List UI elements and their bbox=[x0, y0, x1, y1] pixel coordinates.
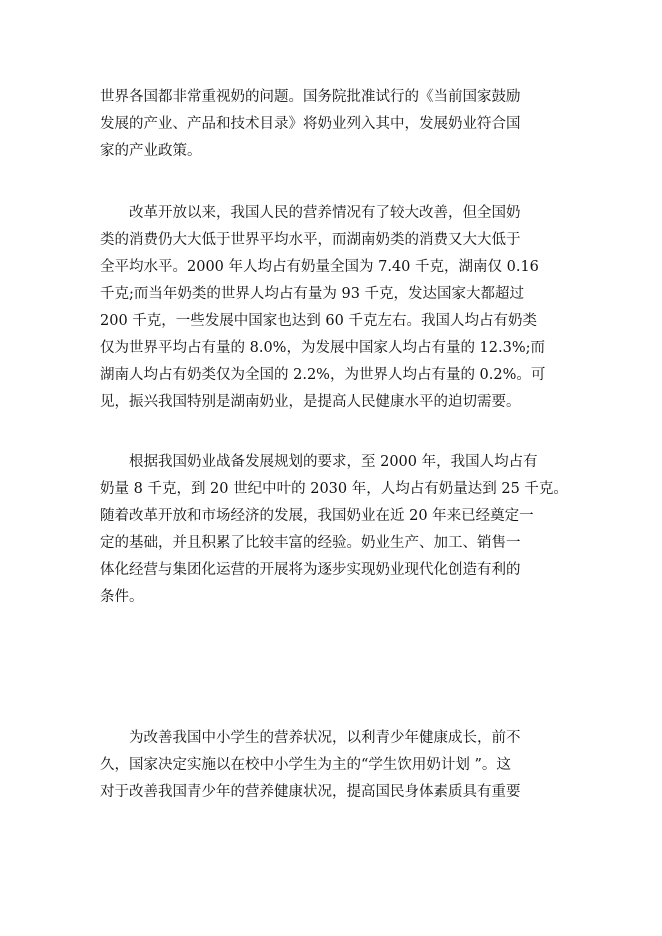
text-line: 奶量 8 千克，到 20 世纪中叶的 2030 年，人均占有奶量达到 25 千克。 bbox=[100, 481, 568, 497]
text-line: 200 千克，一些发展中国家也达到 60 千克左右。我国人均占有奶类 bbox=[100, 313, 537, 329]
text-line: 世界各国都非常重视奶的问题。国务院批准试行的《当前国家鼓励 bbox=[100, 89, 521, 105]
paragraph-4 bbox=[100, 725, 570, 806]
paragraph-2 bbox=[100, 200, 570, 416]
text-line: 湖南人均占有奶类仅为全国的 2.2%，为世界人均占有量的 0.2%。可 bbox=[100, 367, 546, 383]
text-line: 为改善我国中小学生的营养状况，以利青少年健康成长，前不 bbox=[129, 730, 521, 746]
text-line: 仅为世界平均占有量的 8.0%，为发展中国家人均占有量的 12.3%;而 bbox=[100, 340, 546, 356]
text-line: 条件。 bbox=[100, 589, 144, 605]
text-line: 改革开放以来，我国人民的营养情况有了较大改善，但全国奶 bbox=[129, 205, 521, 221]
text-line: 久，国家决定实施以在校中小学生为主的“学生饮用奶计划 ”。这 bbox=[100, 757, 511, 773]
text-line: 体化经营与集团化运营的开展将为逐步实现奶业现代化创造有利的 bbox=[100, 562, 521, 578]
text-line: 见，振兴我国特别是湖南奶业，是提高人民健康水平的迫切需要。 bbox=[100, 394, 521, 410]
paragraph-3 bbox=[100, 449, 570, 611]
text-line: 根据我国奶业战备发展规划的要求，至 2000 年，我国人均占有 bbox=[129, 454, 538, 470]
text-line: 发展的产业、产品和技术目录》将奶业列入其中，发展奶业符合国 bbox=[100, 116, 521, 132]
text-line: 家的产业政策。 bbox=[100, 143, 202, 159]
text-line: 对于改善我国青少年的营养健康状况，提高国民身体素质具有重要 bbox=[100, 784, 521, 800]
text-line: 随着改革开放和市场经济的发展，我国奶业在近 20 年来已经奠定一 bbox=[100, 508, 534, 524]
paragraph-1 bbox=[100, 84, 570, 165]
text-line: 全平均水平。2000 年人均占有奶量全国为 7.40 千克，湖南仅 0.16 bbox=[100, 259, 539, 275]
text-line: 千克;而当年奶类的世界人均占有量为 93 千克，发达国家大都超过 bbox=[100, 286, 525, 302]
text-line: 定的基础，并且积累了比较丰富的经验。奶业生产、加工、销售一 bbox=[100, 535, 521, 551]
text-line: 类的消费仍大大低于世界平均水平，而湖南奶类的消费又大大低于 bbox=[100, 232, 521, 248]
